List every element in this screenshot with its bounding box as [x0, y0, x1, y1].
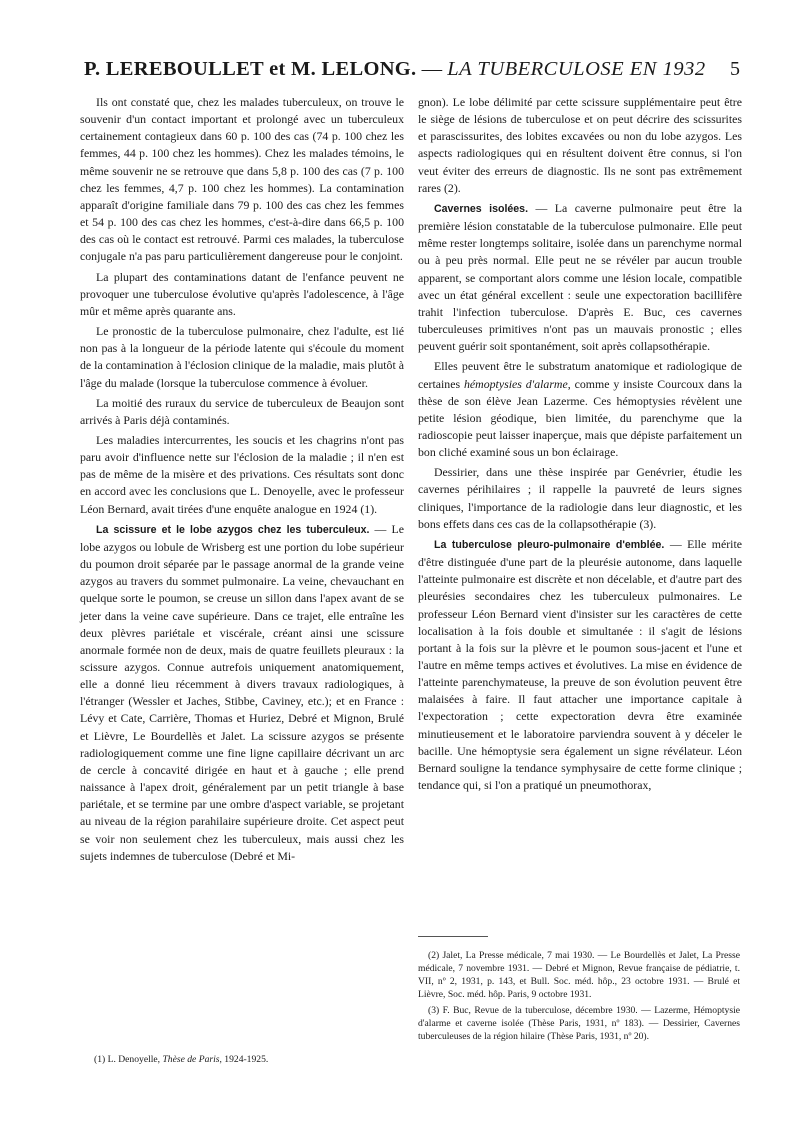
paragraph: Les maladies intercurrentes, les soucis et les chagrins n'ont pas paru avoir d'influence nette sur l'éclosion de la maladie ; il n'en est pas de même de la misère et des privations. Ces résultats sont donc en accord avec les conclusions que L. Denoyelle, avec le professeur Léon Bernard, avait tirées d'une enquête analogue en 1924 (1).: [80, 432, 404, 516]
paragraph: La plupart des contaminations datant de l'enfance peuvent ne provoquer une tuberculose évolutive qu'après l'adolescence, à l'âge mûr et même après quarante ans.: [80, 269, 404, 318]
section-paragraph: [418, 536, 742, 794]
header-authors: P. LEREBOULLET et M. LELONG.: [84, 58, 417, 80]
text-run: Elles peuvent être le substratum anatomique et radiologique de certaines: [418, 359, 742, 391]
section-paragraph: [418, 200, 742, 355]
paragraph: Dessirier, dans une thèse inspirée par Genévrier, étudie les cavernes périhilaires ; il rappelle la pauvreté de leurs signes cliniques, l'importance de la radiologie dans leur diagnostic, et les bons effets dans ces cas de la collapsothérapie (3).: [418, 465, 742, 531]
text-run: (1) L. Denoyelle,: [94, 1054, 163, 1065]
section-paragraph: [80, 521, 404, 865]
header-title: LA TUBERCULOSE EN 1932: [447, 58, 706, 80]
emphasis: Thèse de Paris: [162, 1054, 220, 1065]
running-header: [84, 58, 740, 86]
paragraph: Ils ont constaté que, chez les malades tuberculeux, on trouve le souvenir d'un contact important et prolongé avec un tuberculeux certainement contagieux dans 60 p. 100 des cas (74 p. 100 chez les femmes, 44 p. 100 chez les hommes). Chez les malades témoins, le même souvenir ne se retrouve que dans 5,8 p. 100 des cas (7 p. 100 chez les femmes, 4,7 p. 100 chez les hommes). La contamination apparaît d'origine familiale dans 79 p. 100 des cas chez les femmes et 54 p. 100 des cas chez les hommes, c'est-à-dire dans 66,5 p. 100 des cas où le contact est retrouvé. Parmi ces malades, la tuberculose conjugale n'a pas paru particulièrement dangereuse pour le conjoint.: [80, 95, 404, 264]
right-column: [418, 94, 742, 797]
section-heading-azygos: La scissure et le lobe azygos chez les tuberculeux.: [96, 523, 370, 536]
section-text: — La caverne pulmonaire peut être la première lésion constatable de la tuberculose pulmonaire. Elle peut même rester longtemps solitaire, isolée dans un parenchyme normal ou à peu près normal. Elle peut ne se révéler par aucun trouble apparent, se comportant alors comme une lésion locale, compatible avec un état général excellent : seule une expectoration bacillifère trahit l'infection tuberculose. D'après E. Buc, ces cavernes tuberculeuses primitives n'ont pas un mauvais pronostic ; elles peuvent guérir soit spontanément, soit après collapsothérapie.: [418, 200, 742, 354]
section-heading-cavernes: Cavernes isolées.: [434, 202, 529, 215]
footnotes-right: [418, 949, 740, 1046]
footnotes-left: [84, 1053, 404, 1069]
footnote-3: (3) F. Buc, Revue de la tuberculose, décembre 1930. — Lazerme, Hémoptysie d'alarme et caverne isolée (Thèse Paris, 1931, nº 183). — Dessirier, Cavernes tuberculeuses de la région hilaire (Thèse Paris, 1931, nº 20).: [418, 1005, 740, 1042]
page-number: 5: [730, 58, 740, 80]
paragraph: [418, 358, 742, 461]
paragraph: gnon). Le lobe délimité par cette scissure supplémentaire peut être le siège de lésions de tuberculose et on peut décrire des scissurites et parascissurites, des lobites excavées ou non du lobe azygos. Les aspects radiologiques qui en résultent doivent être connus, si l'on veut éviter des erreurs de diagnostic. Ils ne sont pas extrêmement rares (2).: [418, 95, 742, 195]
text-run: , 1924-1925.: [219, 1054, 269, 1065]
emphasis: hémoptysies d'alarme: [463, 376, 568, 391]
section-heading-pleuro: La tuberculose pleuro-pulmonaire d'emblée.: [434, 538, 665, 551]
text-run: , comme y insiste Courcoux dans la thèse de son élève Jean Lazerme. Ces hémoptysies révèlent une petite lésion géodique, bien limitée, du parenchyme que la radioscopie peut laisser inaperçue, mais que dépiste parfaitement un bon cliché examiné sous un bon éclairage.: [418, 376, 743, 460]
left-column: [80, 94, 404, 868]
footnote-rule: [418, 936, 488, 937]
footnote-2: (2) Jalet, La Presse médicale, 7 mai 1930. — Le Bourdellès et Jalet, La Presse médicale, 7 novembre 1931. — Debré et Mignon, Revue française de pédiatrie, t. VII, nº 2, 1931, p. 143, et Bull. Soc. méd. hôp., 23 octobre 1931. — Brulé et Lièvre, Soc. méd. hôp. Paris, 9 octobre 1931.: [418, 950, 740, 1000]
section-text: — Le lobe azygos ou lobule de Wrisberg est une portion du lobe supérieur du poumon droit séparée par le passage anormal de la grande veine azygos au travers du sommet pulmonaire. La veine, chevauchant en quelque sorte le poumon, se creuse un sillon dans l'apex avant de se jeter dans la veine cave supérieure. Dans ce trajet, elle entraîne les deux plèvres pariétale et viscérale, créant ainsi une scissure anormale formée non de deux, mais de quatre feuillets pleuraux : la scissure azygos. Connue autrefois uniquement anatomiquement, elle a donné lieu récemment à divers travaux radiologiques, à l'étranger (Wessler et Jaches, Stibbe, Caviney, etc.); et en France : Lévy et Cate, Carrière, Thomas et Huriez, Debré et Mignon, Brulé et Lièvre, Le Bourdellès et Jalet. La scissure azygos se présente radiologiquement comme une fine ligne capillaire décrivant un arc de cercle à concavité dirigée en haut et à gauche ; elle prend naissance à l'apex droit, généralement par un petit triangle à base pariétale, et se termine par une ombre d'aspect variable, se projetant au niveau de la région parahilaire supérieure droite. Cet aspect peut se voir non seulement chez les tuberculeux, mais aussi chez les sujets indemnes de tuberculose (Debré et Mi-: [80, 521, 404, 863]
paragraph: Le pronostic de la tuberculose pulmonaire, chez l'adulte, est lié non pas à la longueur de la période latente qui s'écoule du moment de la contamination à l'éclosion clinique de la maladie, mais plutôt à l'âge du malade (lorsque la tuberculose commence à évoluer.: [80, 324, 404, 390]
footnote-1: [84, 1053, 404, 1066]
header-dash: —: [416, 58, 448, 80]
section-text: — Elle mérite d'être distinguée d'une part de la pleurésie autonome, dans laquelle l'atteinte pulmonaire est discrète et non décelable, et d'autre part des pleurésies secondaires chez les tuberculeux pulmonaires. Le professeur Léon Bernard vient d'insister sur les caractères de cette localisation à la fois double et simultanée : il s'agit de lésions portant à la fois sur la plèvre et le poumon sous-jacent et l'une et l'autre en même temps actives et évolutives. La mise en évidence de l'atteinte parenchymateuse, la preuve de son évolution peuvent être malaisées à faire. Il faut attacher une importance capitale à l'expectoration ; cette expectoration devra être examinée minutieusement et le laboratoire parviendra souvent à y déceler le bacille. Une hémoptysie sera également un signe révélateur. Léon Bernard souligne la tendance symphysaire de cette forme clinique ; tendance qui, si l'on a pratiqué un pneumothorax,: [418, 536, 742, 793]
paragraph: La moitié des ruraux du service de tuberculeux de Beaujon sont arrivés à Paris déjà contaminés.: [80, 395, 404, 427]
